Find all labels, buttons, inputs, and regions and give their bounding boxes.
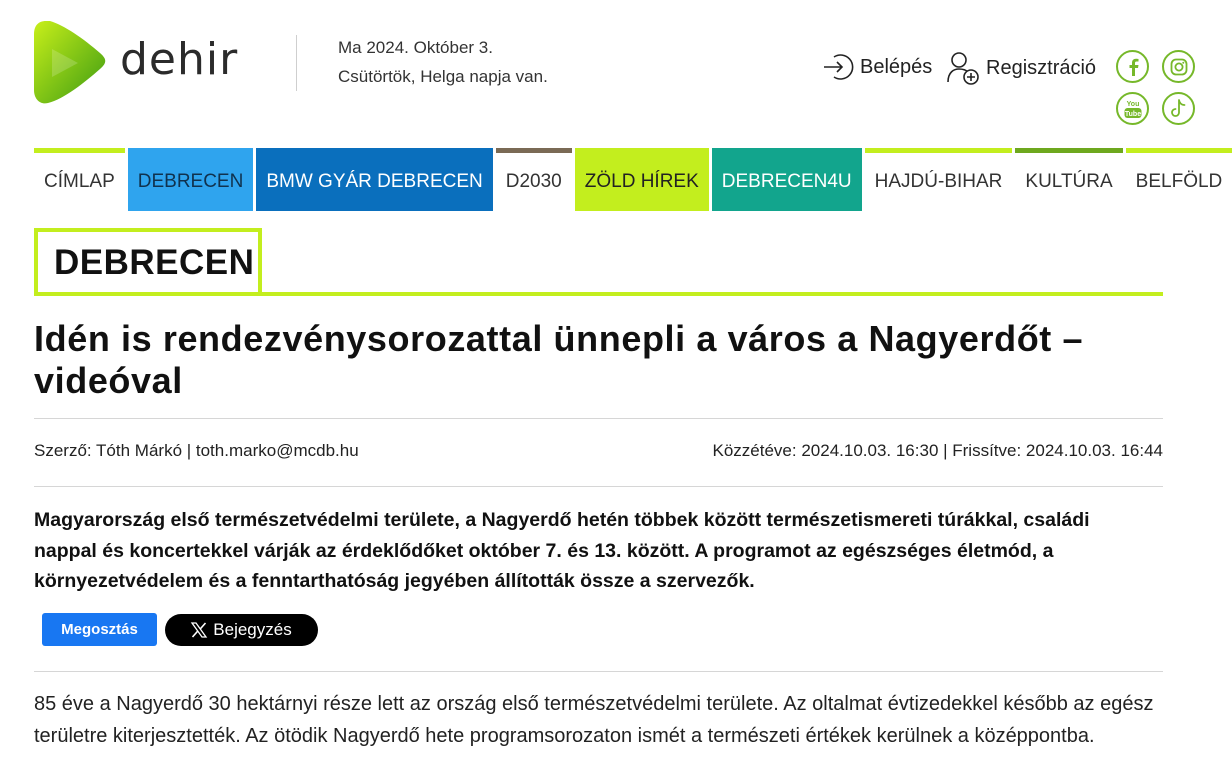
divider xyxy=(34,671,1163,672)
facebook-icon xyxy=(1125,58,1141,76)
article-lead: Magyarország első természetvédelmi területe, a Nagyerdő hetén többek között természetismereti túrákkal, családi nappal és koncertekkel várják az érdeklődőket október 7. és 13. között. A programot az egészséges életmód, a környezetvédelem és a fenntarthatóság jegyében állították össze a szervezők. xyxy=(34,509,1090,592)
tiktok-icon xyxy=(1170,99,1188,119)
nav-item-belfold[interactable]: BELFÖLD xyxy=(1126,148,1232,211)
site-logo[interactable] xyxy=(34,18,264,106)
article-published-date: Közzétéve: 2024.10.03. 16:30 | Frissítve: 2024.10.03. 16:44 xyxy=(712,441,1163,460)
article-headline: Idén is rendezvénysorozattal ünnepli a város a Nagyerdőt – videóval xyxy=(34,318,1084,401)
nav-item-hajdu-bihar[interactable]: HAJDÚ-BIHAR xyxy=(865,148,1013,211)
login-link[interactable] xyxy=(822,52,932,82)
facebook-share-button[interactable]: Megosztás xyxy=(42,613,157,646)
divider xyxy=(34,418,1163,419)
nav-item-debrecen[interactable]: DEBRECEN xyxy=(128,148,254,211)
tiktok-link[interactable] xyxy=(1162,92,1195,125)
section-title: DEBRECEN xyxy=(34,228,262,294)
login-label: Belépés xyxy=(860,55,933,78)
register-link[interactable] xyxy=(946,50,1096,86)
facebook-link[interactable] xyxy=(1116,50,1149,83)
current-date: Ma 2024. Október 3. xyxy=(338,38,493,57)
nav-item-kultura[interactable]: KULTÚRA xyxy=(1015,148,1122,211)
nav-item-d2030[interactable]: D2030 xyxy=(496,148,572,211)
divider xyxy=(34,486,1163,487)
article-author: Szerző: Tóth Márkó | toth.marko@mcdb.hu xyxy=(34,441,359,460)
add-user-icon xyxy=(946,50,980,86)
x-post-button[interactable] xyxy=(165,614,318,646)
youtube-icon xyxy=(1123,98,1143,120)
nav-item-zold-hirek[interactable]: ZÖLD HÍREK xyxy=(575,148,709,211)
instagram-link[interactable] xyxy=(1162,50,1195,83)
main-nav xyxy=(34,148,1232,211)
svg-text:Tube: Tube xyxy=(1124,110,1141,118)
instagram-icon xyxy=(1170,58,1188,76)
nav-item-bmw-gyar-debrecen[interactable]: BMW GYÁR DEBRECEN xyxy=(256,148,492,211)
svg-text:You: You xyxy=(1126,100,1139,108)
section-underline xyxy=(34,292,1163,296)
name-day: Csütörtök, Helga napja van. xyxy=(338,67,548,86)
logo-wordmark: dehir xyxy=(120,33,239,85)
article-body-paragraph: 85 éve a Nagyerdő 30 hektárnyi része lett az ország első természetvédelmi területe. Az oltalmat évtizedekkel később az egész területre kiterjesztették. Az ötödik Nagyerdő hete programsorozaton ismét a természeti értékek kerülnek a középpontba. xyxy=(34,693,1154,747)
logo-play-icon xyxy=(34,19,106,105)
register-label: Regisztráció xyxy=(986,56,1097,79)
header-divider xyxy=(296,35,297,91)
x-logo-icon xyxy=(191,622,207,638)
youtube-link[interactable] xyxy=(1116,92,1149,125)
nav-item-debrecen4u[interactable]: DEBRECEN4U xyxy=(712,148,862,211)
nav-item-cimlap[interactable]: CÍMLAP xyxy=(34,148,125,211)
login-icon xyxy=(822,52,854,82)
x-post-label: Bejegyzés xyxy=(213,620,292,639)
